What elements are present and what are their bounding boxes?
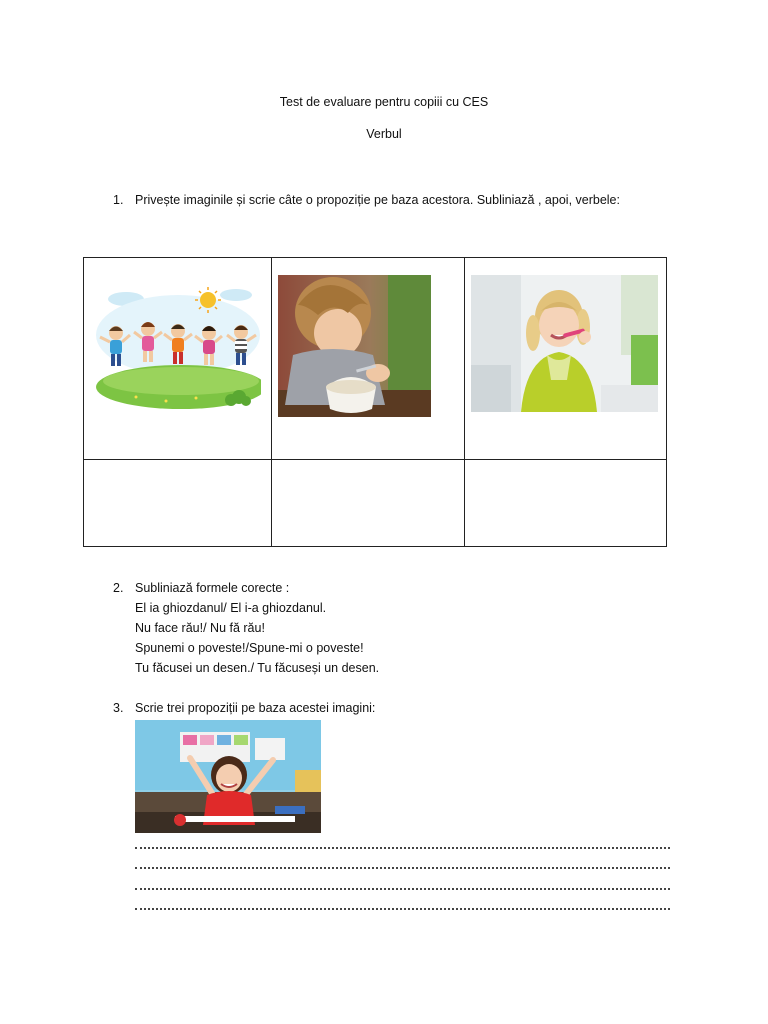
q3-number: 3.: [113, 701, 124, 715]
answer-line-2[interactable]: [135, 865, 670, 869]
answer-cell-1[interactable]: [84, 460, 272, 547]
answer-cell-3[interactable]: [465, 460, 667, 547]
answer-line-1[interactable]: [135, 845, 670, 849]
q1-text: Privește imaginile și scrie câte o propoziție pe baza acestora. Subliniază , apoi, verbele:: [135, 193, 620, 207]
children-playing-image: [96, 285, 261, 410]
q3-text: Scrie trei propoziții pe baza acestei imagini:: [135, 701, 376, 715]
girl-classroom-image: [135, 720, 321, 833]
q2-option-line-2: Nu face rău!/ Nu fă rău!: [135, 621, 265, 635]
child-eating-image: [278, 275, 431, 417]
q2-option-line-1: El ia ghiozdanul/ El i-a ghiozdanul.: [135, 601, 327, 615]
answer-cell-2[interactable]: [272, 460, 465, 547]
q2-option-line-3: Spunemi o poveste!/Spune-mi o poveste!: [135, 641, 364, 655]
q2-number: 2.: [113, 581, 124, 595]
q1-number: 1.: [113, 193, 124, 207]
q2-option-line-4: Tu făcusei un desen./ Tu făcuseși un desen.: [135, 661, 380, 675]
girl-brushing-teeth-image: [471, 275, 658, 412]
answer-line-4[interactable]: [135, 906, 670, 910]
document-subtitle: Verbul: [366, 127, 402, 141]
document-title: Test de evaluare pentru copiii cu CES: [279, 95, 489, 109]
q2-text: Subliniază formele corecte :: [135, 581, 290, 595]
answer-line-3[interactable]: [135, 886, 670, 890]
